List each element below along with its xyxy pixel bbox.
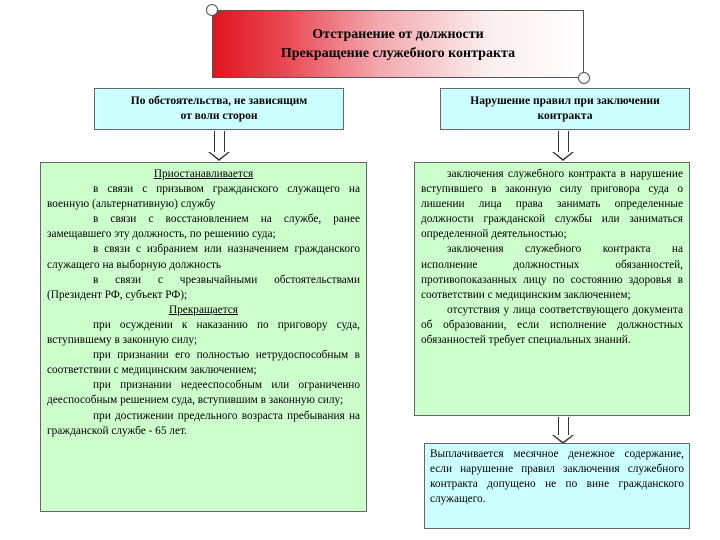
right-panel bbox=[414, 162, 690, 416]
terminated-item: при признании его полностью нетрудоспособным в соответствии с медицинским заключением; bbox=[47, 349, 360, 377]
violation-item: заключения служебного контракта в нарушение вступившего в законную силу приговора суда о лишении лица права занимать определенные должности гражданской службы или заниматься определенной деятельностью; bbox=[421, 168, 683, 241]
title-banner bbox=[212, 10, 584, 78]
violation-item: заключения служебного контракта на исполнение должностных обязанностей, противопоказанных лицу по состоянию здоровья в соответствии с медицинским заключением; bbox=[421, 243, 683, 301]
left-header-line-2: от воли сторон bbox=[180, 110, 258, 122]
suspended-heading: Приостанавливается bbox=[153, 168, 254, 180]
left-header bbox=[94, 88, 344, 130]
right-header bbox=[440, 88, 690, 130]
terminated-item: при осуждении к наказанию по приговору суда, вступившему в законную силу; bbox=[47, 318, 360, 347]
title-line-2: Прекращение служебного контракта bbox=[280, 46, 516, 61]
terminated-heading: Прекращается bbox=[169, 303, 238, 316]
title-line-1: Отстранение от должности bbox=[312, 27, 484, 42]
arrow-down-left bbox=[214, 131, 225, 153]
violation-item: отсутствия у лица соответствующего документа об образовании, если исполнение должностных обязанностей требует специальных знаний. bbox=[421, 303, 683, 347]
right-header-line-2: контракта bbox=[537, 110, 593, 122]
payment-text: Выплачивается месячное денежное содержание, если нарушение правил заключения служебного контракта допущено не по вине гражданского служащего. bbox=[430, 448, 684, 506]
payment-box bbox=[424, 443, 690, 529]
suspended-item: в связи с восстановлением на службе, ранее замещавшего эту должность, по решению суда; bbox=[47, 213, 360, 241]
terminated-item: при признании недееспособным или ограниченно дееспособным решением суда, вступившим в законную силу; bbox=[47, 379, 360, 407]
scroll-curl-bottom-right bbox=[578, 72, 590, 84]
suspended-item: в связи с призывом гражданского служащего на военную (альтернативную) службу bbox=[47, 183, 360, 211]
suspended-item: в связи с чрезвычайными обстоятельствами (Президент РФ, субъект РФ); bbox=[47, 273, 360, 301]
suspended-item: в связи с избранием или назначением гражданского служащего на выборную должность bbox=[47, 243, 360, 271]
arrow-down-right bbox=[558, 131, 569, 153]
scroll-curl-top-left bbox=[206, 4, 218, 16]
left-panel bbox=[40, 162, 367, 512]
terminated-item: при достижении предельного возраста пребывания на гражданской службе - 65 лет. bbox=[47, 409, 360, 437]
arrow-down-payment bbox=[558, 417, 569, 436]
right-header-line-1: Нарушение правил при заключении bbox=[470, 95, 660, 107]
left-header-line-1: По обстоятельства, не зависящим bbox=[130, 95, 308, 107]
